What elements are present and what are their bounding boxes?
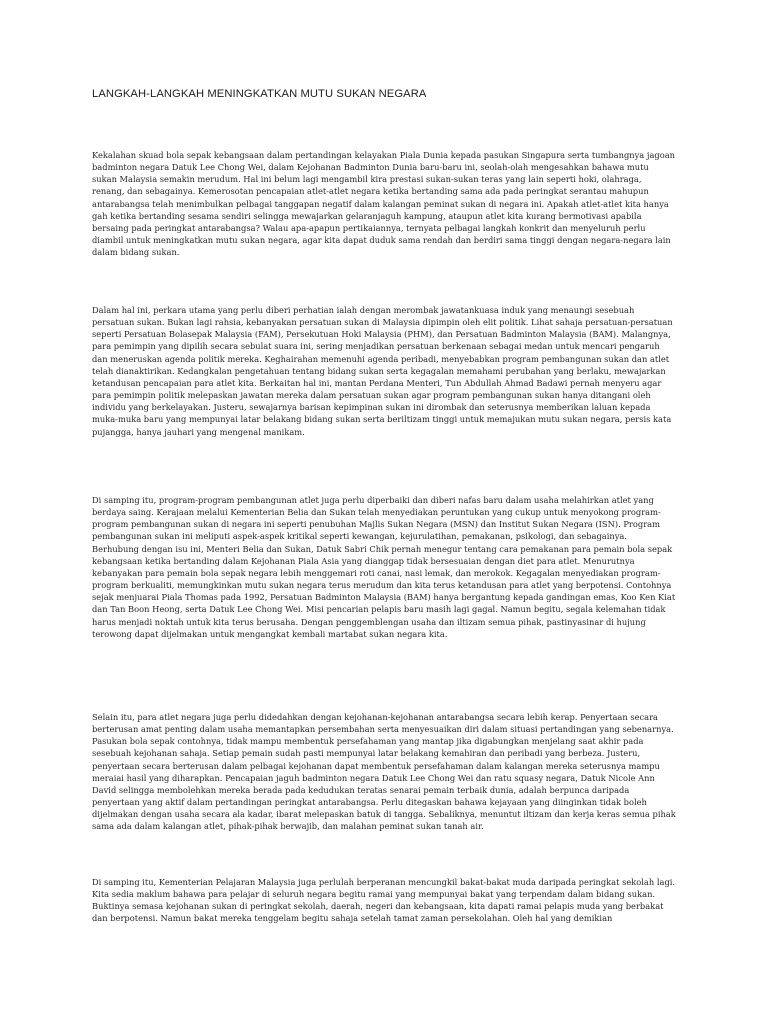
paragraph-4: Selain itu, para atlet negara juga perlu didedahkan dengan kejohanan-kejohanan antarabangsa secara lebih kerap. Penyertaan secara berterusan amat penting dalam usaha memantapkan persembahan serta menyesuaikan diri dalam situasi pertandingan yang sebenarnya. Pasukan bola sepak contohnya, tidak mampu membentuk persefahaman yang mantap jika digabungkan menjelang saat akhir pada sesebuah kejohanan sahaja. Setiap pemain sudah pasti mempunyai latar belakang kemahiran dan peribadi yang berbeza. Justeru, penyertaan secara berterusan dalam pelbagai kejohanan dapat membentuk persefahaman dalam kalangan mereka seterusnya mampu meraiai hasil yang diharapkan. Pencapaian jaguh badminton negara Datuk Lee Chong Wei dan ratu squasy negara, Datuk Nicole Ann David selingga membolehkan mereka berada pada kedudukan teratas senarai pemain terbaik dunia, adalah berpunca daripada penyertaan yang aktif dalam pertandingan peringkat antarabangsa. Perlu ditegaskan bahawa kejayaan yang diinginkan tidak boleh dijelmakan dengan usaha secara ala kadar, ibarat melepaskan batuk di tangga. Sebaliknya, menuntut iltizam dan kerja keras semua pihak sama ada dalam kalangan atlet, pihak-pihak berwajib, dan malahan peminat sukan tanah air. — [92, 712, 676, 832]
paragraph-5: Di samping itu, Kementerian Pelajaran Malaysia juga perlulah berperanan mencungkil bakat-bakat muda daripada peringkat sekolah lagi. Kita sedia maklum bahawa para pelajar di seluruh negara begitu ramai yang mempunyai bakat yang terpendam dalam bidang sukan. Buktinya semasa kejohanan sukan di peringkat sekolah, daerah, negeri dan kebangsaan, kita dapati ramai pelapis muda yang berbakat dan berpotensi. Namun bakat mereka tenggelam begitu sahaja setelah tamat zaman persekolahan. Oleh hal yang demikian — [92, 877, 676, 924]
paragraph-2: Dalam hal ini, perkara utama yang perlu diberi perhatian ialah dengan merombak jawatankuasa induk yang menaungi sesebuah persatuan sukan. Bukan lagi rahsia, kebanyakan persatuan sukan di Malaysia dipimpin oleh elit politik. Lihat sahaja persatuan-persatuan seperti Persatuan Bolasepak Malaysia (FAM), Persekutuan Hoki Malaysia (PHM), dan Persatuan Badminton Malaysia (BAM). Malangnya, para pemimpin yang dipilih secara sebulat suara ini, sering menjadikan persatuan berkenaan sebagai medan untuk mencari pengaruh dan meneruskan agenda politik mereka. Keghairahan memenuhi agenda peribadi, menyebabkan program pembangunan sukan dan atlet telah dianaktirikan. Kedangkalan pengetahuan tentang bidang sukan serta kegagalan memahami perubahan yang berlaku, mewajarkan ketandusan pencapaian para atlet kita. Berkaitan hal ini, mantan Perdana Menteri, Tun Abdullah Ahmad Badawi pernah menyeru agar para pemimpin politik melepaskan jawatan mereka dalam persatuan sukan agar program pembangunan sukan hanya ditangani oleh individu yang berkelayakan. Justeru, sewajarnya barisan kepimpinan sukan ini dirombak dan seterusnya memberikan laluan kepada muka-muka baru yang mempunyai latar belakang bidang sukan serta beriltizam tinggi untuk memajukan mutu sukan negara, persis kata pujangga, hanya jauhari yang mengenal manikam. — [92, 305, 673, 437]
paragraph-3: Di samping itu, program-program pembangunan atlet juga perlu diperbaiki dan diberi nafas baru dalam usaha melahirkan atlet yang berdaya saing. Kerajaan melalui Kementerian Belia dan Sukan telah menyediakan peruntukan yang cukup untuk menyokong program-program pembangunan sukan di negara ini seperti penubuhan Majlis Sukan Negara (MSN) dan Institut Sukan Negara (ISN). Program pembangunan sukan ini meliputi aspek-aspek kritikal seperti kewangan, kejurulatihan, pemakanan, psikologi, dan sebagainya. Berhubung dengan isu ini, Menteri Belia dan Sukan, Datuk Sabri Chik pernah menegur tentang cara pemakanan para pemain bola sepak kebangsaan ketika bertanding dalam Kejohanan Piala Asia yang dianggap tidak bersesuaian dengan diet para atlet. Menurutnya kebanyakan para pemain bola sepak negara lebih menggemari roti canai, nasi lemak, dan merokok. Kegagalan menyediakan program-program berkualiti, memungkinkan mutu sukan negara terus merudum dan kita terus ketandusan para atlet yang berpotensi. Contohnya sejak menjuarai Piala Thomas pada 1992, Persatuan Badminton Malaysia (BAM) hanya bergantung kepada gandingan emas, Koo Ken Kiat dan Tan Boon Heong, serta Datuk Lee Chong Wei. Misi pencarian pelapis baru masih lagi gagal. Namun begitu, segala kelemahan tidak harus menjadi noktah untuk kita terus berusaha. Dengan penggemblengan usaha dan iltizam semua pihak, pastinyasinar di hujung terowong dapat dijelmakan untuk mengangkat kembali martabat sukan negara kita. — [92, 495, 676, 639]
paragraph-1: Kekalahan skuad bola sepak kebangsaan dalam pertandingan kelayakan Piala Dunia kepada pasukan Singapura serta tumbangnya jagoan badminton negara Datuk Lee Chong Wei, dalam Kejohanan Badminton Dunia baru-baru ini, seolah-olah mengesahkan bahawa mutu sukan Malaysia semakin merudum. Hal ini belum lagi mengambil kira prestasi sukan-sukan teras yang lain seperti hoki, olahraga, renang, dan sebagainya. Kemerosotan pencapaian atlet-atlet negara ketika bertanding sama ada pada peringkat serantau mahupun antarabangsa telah menimbulkan pelbagai tanggapan negatif dalam kalangan peminat sukan di negara ini. Apakah atlet-atlet kita hanya gah ketika bertanding sesama sendiri selingga mewajarkan gelaranjaguh kampung, ataupun atlet kita kurang bermotivasi apabila bersaing pada peringkat antarabangsa? Walau apa-apapun pertikaiannya, ternyata pelbagai langkah konkrit dan menyeluruh perlu diambil untuk meningkatkan mutu sukan negara, agar kita dapat duduk sama rendah dan berdiri sama tinggi dengan negara-negara lain dalam bidang sukan. — [92, 150, 676, 258]
document-title: LANGKAH-LANGKAH MENINGKATKAN MUTU SUKAN NEGARA — [92, 88, 427, 100]
